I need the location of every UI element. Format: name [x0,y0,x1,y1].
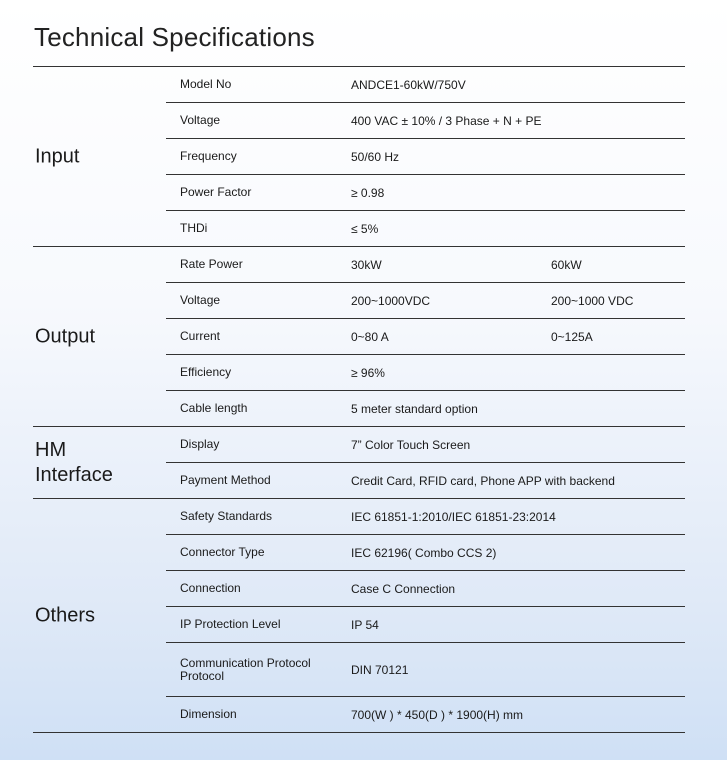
param-value: IP 54 [351,617,379,632]
spec-row [166,534,685,570]
param-value: ≥ 96% [351,365,385,380]
spec-row [166,67,685,102]
spec-row [166,390,685,426]
group-label: HM Interface [35,438,113,486]
param-name: Efficiency [180,365,232,379]
param-name: Communication Protocol Protocol [180,655,311,683]
param-name: Payment Method [180,473,271,487]
param-value: 400 VAC ± 10% / 3 Phase + N + PE [351,113,542,128]
param-value: 200~1000VDC [351,293,431,308]
spec-group [33,246,685,426]
param-value: ≤ 5% [351,221,379,236]
param-value: 30kW [351,257,382,272]
param-value: 5 meter standard option [351,401,478,416]
param-value: Case C Connection [351,581,456,596]
param-value: IEC 61851-1:2010/IEC 61851-23:2014 [351,509,556,524]
group-label: Others [35,604,96,626]
param-value: 50/60 Hz [351,149,400,164]
param-name: Current [180,329,221,343]
spec-row [166,282,685,318]
param-name: Power Factor [180,185,252,199]
param-value: 0~80 A [351,329,389,344]
param-name: Voltage [180,113,221,127]
spec-row [166,462,685,498]
page-title: Technical Specifications [34,22,315,52]
param-value: ≥ 0.98 [351,185,385,200]
param-name: Dimension [180,707,237,721]
param-name: Voltage [180,293,221,307]
param-name: Rate Power [180,257,243,271]
param-name: IP Protection Level [180,617,281,631]
spec-row [166,354,685,390]
spec-row [166,499,685,534]
spec-row [166,642,685,696]
param-value: Credit Card, RFID card, Phone APP with backend [351,473,615,488]
param-name: Connection [180,581,241,595]
spec-row [166,138,685,174]
param-value: 0~125A [551,329,593,344]
param-name: Model No [180,77,232,91]
param-name: Display [180,437,220,451]
param-name: Safety Standards [180,509,273,523]
spec-group [33,498,685,733]
spec-row [166,174,685,210]
param-name: THDi [180,221,208,235]
param-value: DIN 70121 [351,662,409,677]
spec-row [166,427,685,462]
param-value: ANDCE1-60kW/750V [351,77,466,92]
param-name: Cable length [180,401,248,415]
param-value: 200~1000 VDC [551,293,634,308]
spec-row [166,696,685,732]
param-value: 7” Color Touch Screen [351,437,471,452]
spec-row [166,570,685,606]
spec-row [166,606,685,642]
param-value: 700(W ) * 450(D ) * 1900(H) mm [351,707,524,722]
param-name: Frequency [180,149,237,163]
spec-table [33,66,685,733]
spec-group [33,426,685,498]
spec-row [166,247,685,282]
param-value: 60kW [551,257,582,272]
group-label: Output [35,325,96,347]
spec-row [166,318,685,354]
param-value: IEC 62196( Combo CCS 2) [351,545,497,560]
spec-row [166,102,685,138]
spec-group [33,66,685,246]
spec-row [166,210,685,246]
param-name: Connector Type [180,545,265,559]
group-label: Input [35,145,80,167]
